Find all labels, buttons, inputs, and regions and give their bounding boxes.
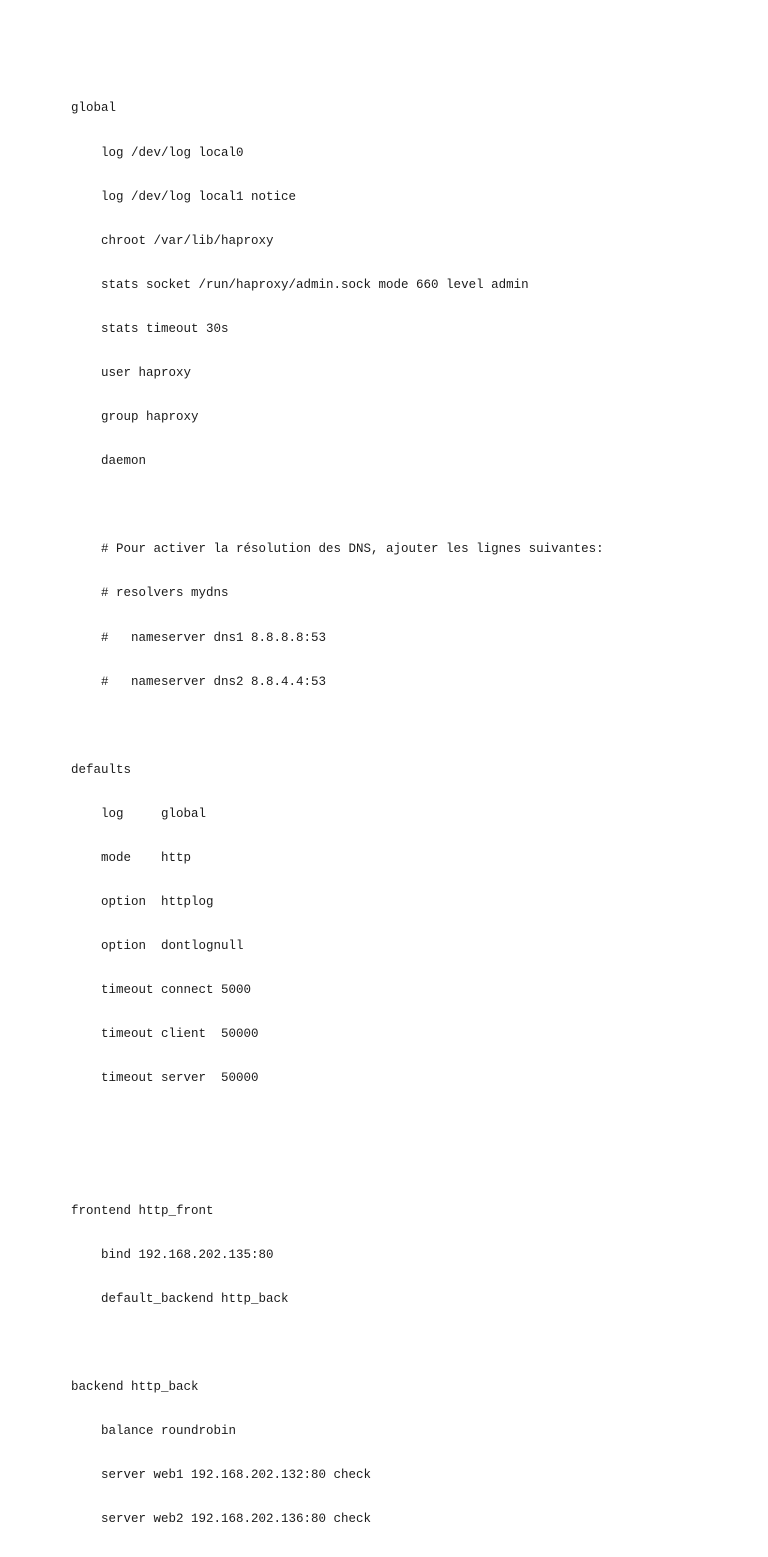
config-line: server web1 192.168.202.132:80 check [71, 1468, 372, 1483]
config-line: server web2 192.168.202.136:80 check [71, 1512, 372, 1527]
config-line: chroot /var/lib/haproxy [71, 233, 274, 248]
config-line [71, 1160, 768, 1175]
config-line: default_backend http_back [71, 1291, 289, 1306]
config-line: log global [71, 806, 207, 821]
config-line: timeout client 50000 [71, 1027, 259, 1042]
config-comment-line: # nameserver dns1 8.8.8.8:53 [71, 630, 327, 645]
config-line [71, 1336, 768, 1351]
config-line: timeout server 50000 [71, 1071, 259, 1086]
config-line: defaults [71, 762, 132, 777]
config-line: stats socket /run/haproxy/admin.sock mode 660 level admin [71, 277, 529, 292]
config-line: global [71, 101, 117, 116]
config-comment-line: # nameserver dns2 8.8.4.4:53 [71, 674, 327, 689]
config-line: option dontlognull [71, 939, 244, 954]
config-line: group haproxy [71, 410, 199, 425]
config-line: backend http_back [71, 1380, 199, 1395]
config-line [71, 498, 768, 513]
config-line: stats timeout 30s [71, 321, 229, 336]
config-line: bind 192.168.202.135:80 [71, 1247, 274, 1262]
config-comment-line: # Pour activer la résolution des DNS, ajouter les lignes suivantes: [71, 542, 604, 557]
config-line: log /dev/log local0 [71, 145, 244, 160]
config-line: timeout connect 5000 [71, 983, 252, 998]
config-line: option httplog [71, 895, 214, 910]
config-line [71, 719, 768, 734]
config-line: balance roundrobin [71, 1424, 237, 1439]
config-line: daemon [71, 454, 147, 469]
config-line: mode http [71, 851, 192, 865]
config-line [71, 1116, 768, 1131]
config-line: log /dev/log local1 notice [71, 189, 297, 204]
config-line: user haproxy [71, 365, 192, 380]
config-comment-line: # resolvers mydns [71, 586, 229, 601]
haproxy-config-text [71, 72, 768, 1557]
document-page [71, 72, 768, 1557]
config-line: frontend http_front [71, 1203, 214, 1218]
